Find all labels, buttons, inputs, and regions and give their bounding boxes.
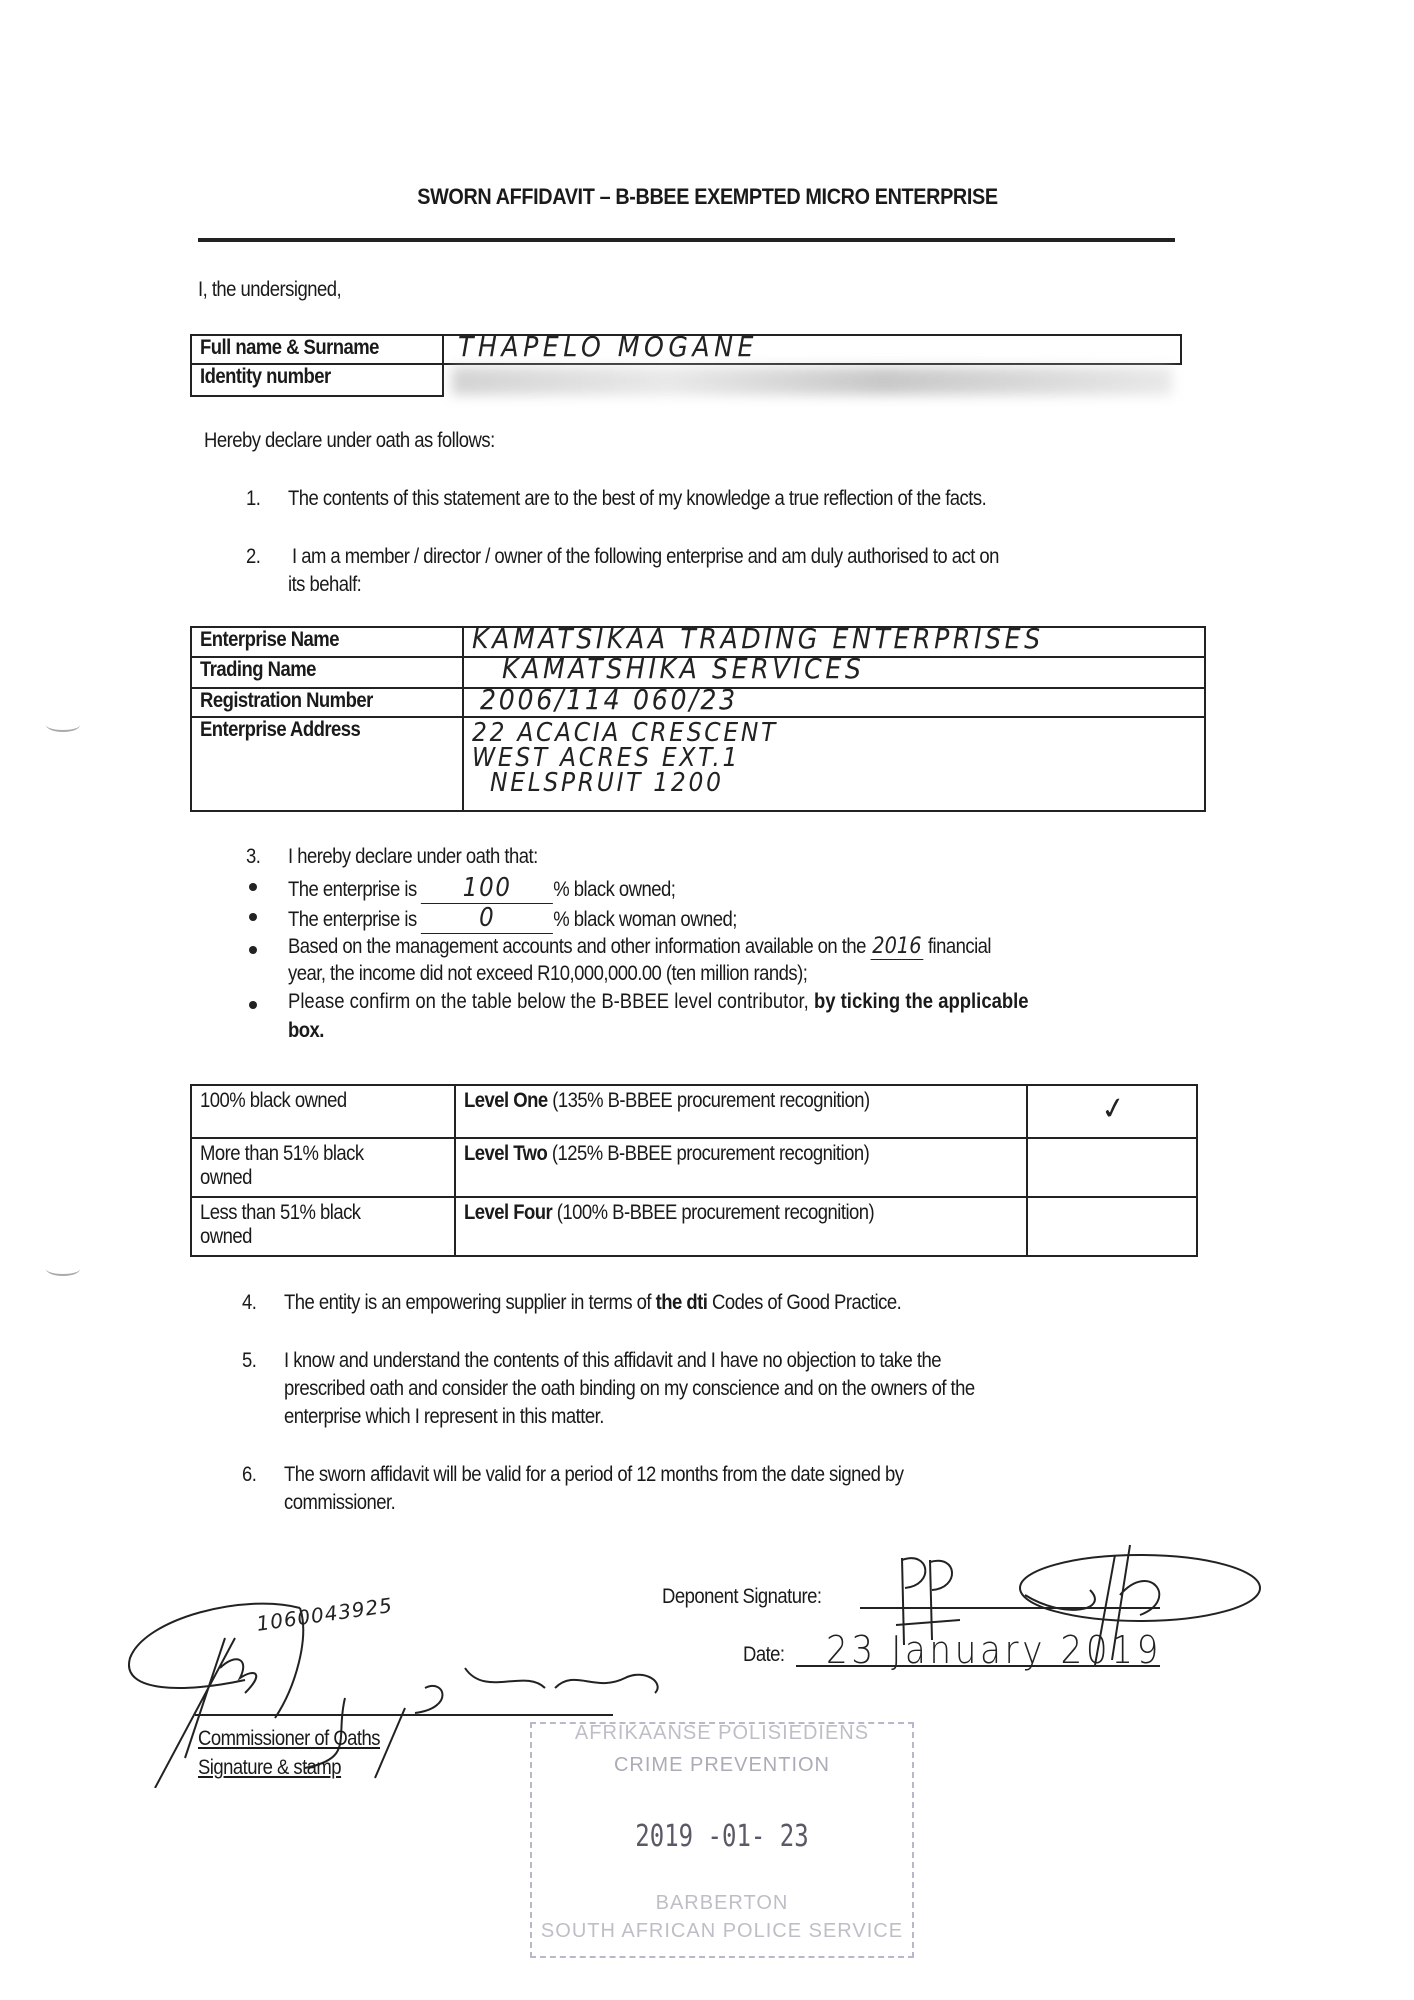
bullet-confirm-level: Please confirm on the table below the B-BBEE level contributor, by ticking the applicable	[288, 990, 1029, 1013]
bullet-financial-year-line2: year, the income did not exceed R10,000,000.00 (ten million rands);	[288, 962, 808, 985]
signature-stamp-label: Signature & stamp	[198, 1756, 342, 1779]
value-enterprise-name: KAMATSIKAA TRADING ENTERPRISES	[463, 627, 1205, 657]
stamp-line-4: BARBERTON	[655, 1892, 789, 1914]
deponent-signature-label: Deponent Signature:	[662, 1585, 822, 1608]
bullet-dot	[249, 883, 257, 891]
bullet-dot	[249, 946, 257, 954]
item-1-text: The contents of this statement are to the best of my knowledge a true reflection of the facts.	[288, 487, 987, 510]
label-enterprise-address: Enterprise Address	[191, 717, 463, 811]
financial-year-value: 2016	[872, 934, 922, 959]
document-title: SWORN AFFIDAVIT – B-BBEE EXEMPTED MICRO ENTERPRISE	[416, 184, 998, 209]
intro-text: I, the undersigned,	[198, 278, 342, 301]
police-stamp	[530, 1722, 914, 1958]
item-4-text: The entity is an empowering supplier in terms of the dti Codes of Good Practice.	[284, 1291, 902, 1314]
level-table	[190, 1084, 1198, 1257]
item-6-line1: The sworn affidavit will be valid for a period of 12 months from the date signed by	[284, 1463, 904, 1486]
commissioner-label: Commissioner of Oaths	[198, 1727, 380, 1750]
commissioner-handwritten-number: 1060043925	[255, 1592, 395, 1636]
item-2-text-line1: I am a member / director / owner of the following enterprise and am duly authorised to act on	[292, 545, 999, 568]
date-label: Date:	[743, 1643, 785, 1666]
bullet-financial-year: Based on the management accounts and other information available on the 2016 financial	[288, 934, 991, 959]
level-cell: Level Two (125% B-BBEE procurement recognition)	[455, 1138, 1027, 1197]
address-line-3: NELSPRUIT 1200	[490, 768, 724, 798]
black-woman-owned-value: 0	[479, 903, 496, 933]
label-enterprise-name: Enterprise Name	[191, 627, 463, 657]
value-trading-name: KAMATSHIKA SERVICES	[463, 657, 1205, 688]
declare-intro: Hereby declare under oath as follows:	[204, 429, 495, 452]
title-rule	[198, 238, 1175, 242]
tick-box-level-two[interactable]	[1027, 1138, 1197, 1197]
item-5-number: 5.	[242, 1349, 257, 1372]
value-identity-number-redacted	[443, 364, 1181, 396]
label-full-name: Full name & Surname	[191, 335, 443, 364]
item-1-number: 1.	[246, 487, 261, 510]
punch-hole-mark	[46, 718, 80, 732]
label-identity-number: Identity number	[191, 364, 443, 396]
ownership-cell: Less than 51% black owned	[191, 1197, 455, 1256]
redaction-blur	[452, 367, 1172, 395]
item-5-line1: I know and understand the contents of this affidavit and I have no objection to take the	[284, 1349, 941, 1372]
date-value: 23 January 2019	[826, 1628, 1162, 1672]
item-3-text: I hereby declare under oath that:	[288, 845, 538, 868]
check-icon: ✓	[1098, 1089, 1132, 1129]
item-4-number: 4.	[242, 1291, 257, 1314]
level-row	[191, 1138, 1197, 1197]
item-5-line3: enterprise which I represent in this matter.	[284, 1405, 604, 1428]
label-registration-number: Registration Number	[191, 688, 463, 717]
stamp-date: 2019 -01- 23	[635, 1819, 809, 1854]
identity-table	[190, 330, 1182, 397]
item-6-line2: commissioner.	[284, 1491, 396, 1514]
ownership-cell: 100% black owned	[191, 1085, 455, 1138]
commissioner-signature-line	[195, 1714, 613, 1716]
tick-box-level-four[interactable]	[1027, 1197, 1197, 1256]
item-6-number: 6.	[242, 1463, 257, 1486]
stamp-line-2: CRIME PREVENTION	[613, 1754, 831, 1776]
label-trading-name: Trading Name	[191, 657, 463, 688]
level-row	[191, 1085, 1197, 1138]
stamp-line-1: AFRIKAANSE POLISIEDIENS	[574, 1722, 870, 1744]
black-owned-value: 100	[462, 873, 512, 903]
punch-hole-mark	[46, 1262, 80, 1276]
bullet-dot	[249, 1001, 257, 1009]
tick-box-level-one[interactable]	[1027, 1085, 1197, 1138]
item-3-number: 3.	[246, 845, 261, 868]
bullet-black-owned: The enterprise is 100 % black owned;	[288, 873, 676, 903]
bullet-dot	[249, 913, 257, 921]
address-line-2: WEST ACRES EXT.1	[472, 743, 741, 773]
item-2-number: 2.	[246, 545, 261, 568]
level-cell: Level One (135% B-BBEE procurement recognition)	[455, 1085, 1027, 1138]
stamp-line-5: SOUTH AFRICAN POLICE SERVICE	[540, 1920, 904, 1942]
bullet-black-woman-owned: The enterprise is 0 % black woman owned;	[288, 903, 737, 933]
value-registration-number: 2006/114 060/23	[463, 688, 1205, 717]
level-row	[191, 1197, 1197, 1256]
value-enterprise-address	[463, 717, 1205, 811]
value-full-name: THAPELO MOGANE	[443, 335, 1181, 364]
enterprise-table	[190, 622, 1206, 812]
ownership-cell: More than 51% black owned	[191, 1138, 455, 1197]
address-line-1: 22 ACACIA CRESCENT	[472, 718, 779, 748]
bullet-confirm-level-line2: box.	[288, 1019, 324, 1042]
item-2-text-line2: its behalf:	[288, 573, 362, 596]
item-5-line2: prescribed oath and consider the oath binding on my conscience and on the owners of the	[284, 1377, 975, 1400]
level-cell: Level Four (100% B-BBEE procurement recognition)	[455, 1197, 1027, 1256]
